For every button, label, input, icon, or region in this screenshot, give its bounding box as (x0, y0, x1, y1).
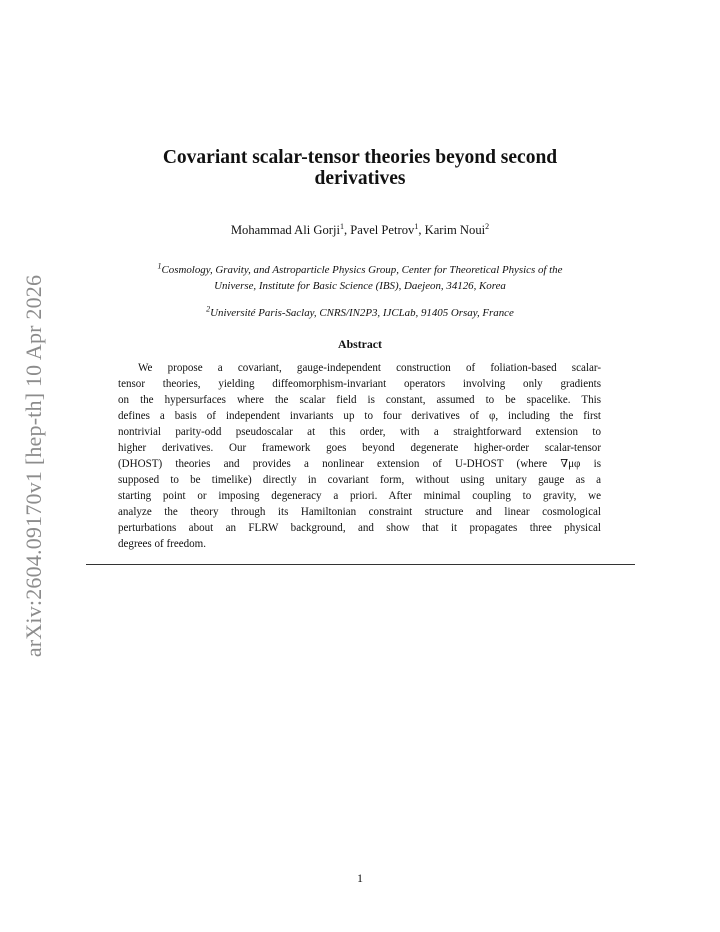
author-name: Pavel Petrov (350, 223, 415, 237)
section-divider (86, 564, 635, 565)
affiliation-line: Universe, Institute for Basic Science (IBS), Daejeon, 34126, Korea (214, 279, 506, 292)
abstract-line: starting point or imposing degeneracy a priori. After minimal coupling to gravity, we (118, 490, 601, 502)
page-number: 1 (357, 871, 363, 885)
abstract-line: nontrivial parity-odd pseudoscalar at this order, with a straightforward extension to (118, 426, 601, 438)
arxiv-identifier-stamp: arXiv:2604.09170v1 [hep-th] 10 Apr 2026 (21, 274, 46, 658)
author-affil-mark: 1 (414, 221, 419, 231)
abstract-line: tensor theories, yielding diffeomorphism-invariant operators involving only gradients (118, 378, 601, 390)
abstract-line: analyze the theory through its Hamiltonian constraint structure and linear cosmological (118, 506, 601, 518)
abstract-line: on the hypersurfaces where the scalar field is constant, assumed to be spacelike. This (118, 394, 601, 406)
author-affil-mark: 2 (485, 221, 490, 231)
author-name: Karim Noui (424, 223, 486, 237)
author-affil-mark: 1 (340, 221, 344, 231)
affiliation-1 (90, 263, 630, 294)
abstract-heading: Abstract (338, 337, 382, 351)
author-list: Mohammad Ali Gorji$^1$, Pavel Petrov$^1$, Karim Noui$^2$ (230, 221, 490, 237)
abstract-line: degrees of freedom. (118, 538, 207, 550)
author-name: Mohammad Ali Gorji (230, 223, 340, 237)
abstract-line: perturbations about an FLRW background, and show that it propagates three physical (118, 522, 601, 534)
abstract-line: supposed to be timelike) directly in covariant form, without using unitary gauge as a (118, 474, 601, 486)
title-line-2: derivatives (314, 168, 406, 189)
abstract-line: defines a basis of independent invariants up to four derivatives of φ, including the first (118, 410, 601, 422)
abstract-line: higher derivatives. Our framework goes beyond degenerate higher-order scalar-tensor (118, 442, 601, 454)
abstract-body (118, 360, 601, 552)
title-line-1: Covariant scalar-tensor theories beyond second (162, 147, 558, 168)
abstract-line: (DHOST) theories and provides a nonlinear extension of U-DHOST (where ∇μφ is (118, 458, 601, 470)
affiliation-line: Université Paris-Saclay, CNRS/IN2P3, IJCLab, 91405 Orsay, France (210, 307, 514, 319)
affiliation-line: Cosmology, Gravity, and Astroparticle Physics Group, Center for Theoretical Physics of the (161, 264, 563, 276)
affiliation-2 (90, 306, 630, 322)
abstract-line: We propose a covariant, gauge-independent construction of foliation-based scalar- (138, 362, 601, 374)
affiliation-mark: 1 (157, 261, 162, 271)
paper-title (110, 147, 610, 189)
affiliation-mark: 2 (206, 304, 211, 314)
